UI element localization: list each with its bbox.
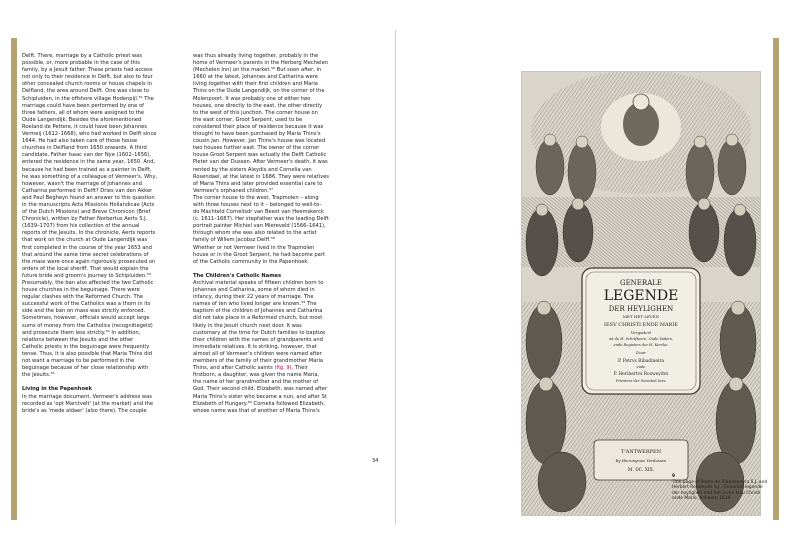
cartouche-line: Door bbox=[636, 350, 646, 355]
body-text: Archival material speaks of fifteen children born to Johannes and Catharina, some of whom died in infancy, during their 22 years of marriage. The names of ten who lived longer are known.⁵⁹ The baptism of the children of Johannes and Catharina did not take place in a Reformed church, but most likely in the Jesuit church next door. It was customary at the time for Dutch families to baptize their children with the names of grandparents and immediate relatives. It is striking, however, that almost all of Vermeer's children were named after members of the family of their grandmother Maria Thins, and after Catholic saints bbox=[193, 280, 326, 372]
figure-reference-link[interactable]: (fig. 9) bbox=[274, 365, 292, 372]
body-text: . Their firstborn, a daughter, was given the name Maria, the name of her grandmother and the mother of God. Their second child, Elizabeth, was named after Maria Thins's sister who became a nun, and after St Elizabeth of Hungary.⁶⁰ Cornelia followed Elizabeth, whose name was that of another of Maria Thins's bbox=[193, 365, 328, 414]
left-page-edge-bar bbox=[11, 38, 17, 520]
page-number: 34 bbox=[372, 458, 379, 464]
cartouche-line: DER HEYLIGHEN bbox=[608, 305, 674, 313]
section-heading: Living in the Papenhoek bbox=[22, 386, 92, 393]
cartouche-line: ende bbox=[636, 365, 646, 369]
cartouche-line: Priesters der Societeit Iesv. bbox=[615, 379, 667, 383]
spacer bbox=[193, 266, 365, 273]
book-gutter bbox=[395, 30, 396, 525]
imprint-line: M. DC. XIX. bbox=[627, 468, 655, 473]
cartouche-line: GENERALE bbox=[619, 279, 663, 287]
cartouche-line: P. Heribertvs Rosweydvs bbox=[613, 372, 669, 377]
cartouche-line: MET HET LEVEN bbox=[622, 314, 660, 319]
cartouche-line: wt de H. Schriftuere, Oude Vaders, bbox=[608, 337, 674, 341]
figure-number: 9 bbox=[672, 474, 676, 479]
right-text-column bbox=[193, 53, 365, 415]
title-page-engraving bbox=[521, 71, 761, 516]
body-paragraph: Delft. There, marriage by a Catholic priest was possible, or, more probable in the case of this family, by a Jesuit father. These priests had access not only to their residence in Delft, but also to four other concealed church rooms or house chapels in Delfland, the area around Delft. One was close to Schipluiden, in the offshore village Hodenpijl.⁵² The marriage could have been performed by one of three fathers, all of whom were assigned to the Oude Langendijk. Besides the aforementioned Roeland de Pettere, it could have been Johannes Vermeij (1612–1668), who had worked in Delft since 1644. He had also taken care of those house churches in Delfland from 1650 onwards. A third candidate, Father Isaac van der Nye (1602–1656), entered the residence in the same year, 1650. And, because he had been trained as a painter in Delft, he was something of a colleague of Vermeer's. Why, however, wasn't the marriage of Johannes and Catharina performed in Delft? Dries van den Akker and Paul Begheyn found an answer to this question in the manuscripts Acta Missionis Hollandicae (Acts of the Dutch Missions) and Breve Chronicon (Brief Chronicle), written by Father Norbertus Aerts S.J. (1639–1707) from his collection of the annual reports of the Jesuits. In the chronicle, Aerts reports that work on the church at Oude Langendijk was first completed in the course of the year 1653 and that around the same time secret celebrations of the mass were once again rigorously prosecuted on orders of the local sheriff. That would explain the future bride and groom's journey to Schipluiden.⁵³ Presumably, the ban also affected the two Catholic house churches in the beguinage. There were regular clashes with the Reformed Church. The successful work of the Catholics was a thorn in its side and the ban on mass was strictly enforced. Sometimes, however, officials would accept large sums of money from the Catholics (recognitiegeld) and prosecute them less strictly.⁵⁴ In addition, relations between the Jesuits and the other Catholic priests in the beguinage were frequently tense. Thus, it is also possible that Maria Thins did not want a marriage to be performed in the beguinage because of her close relationship with the Jesuits.⁵⁵ bbox=[22, 53, 158, 379]
imprint-line: By Hieronymus Verdussen bbox=[615, 458, 667, 463]
imprint-line: T'ANTWERPEN bbox=[621, 449, 661, 455]
body-paragraph: In the marriage document, Vermeer's address was recorded as 'opt Marctvelt' (at the market) and the bride's as 'mede aldaer' (also there). The couple bbox=[22, 393, 154, 414]
cartouche-title: LEGENDE bbox=[603, 288, 679, 304]
left-text-column bbox=[22, 53, 184, 415]
section-heading: The Children's Catholic Names bbox=[193, 272, 282, 279]
spacer bbox=[22, 379, 184, 386]
cartouche-line: P. Petrvs Ribadineira bbox=[617, 359, 665, 364]
figure-caption bbox=[672, 474, 768, 502]
cartouche-line: ende Registers der H. Kercke. bbox=[613, 343, 669, 347]
right-page-edge-bar bbox=[773, 38, 779, 520]
cartouche-line: IESV CHRISTI ENDE MARIE bbox=[604, 322, 678, 328]
engraving-illustration bbox=[522, 72, 760, 515]
body-paragraph: was thus already living together, probably in the home of Vermeer's parents in the Herberg Mechelen (Mechelen Inn) on the market.⁵⁶ But soon after, in 1660 at the latest, Johannes and Catharina were living together with their first children and Maria Thins on the Oude Langendijk, on the corner of the Molenpoort. It was probably one of either two houses, one directly to the east, the other directly to the west of this junction. The corner house on the east corner, Groot Serpent, used to be considered their place of residence because it was thought to have been purchased by Maria Thins's cousin Jan. However, Jan Thins's house was located two houses further east. The owner of the corner house Groot Serpent was actually the Delft Catholic Pieter van der Dussen. After Vermeer's death, it was rented by the sisters Aleydis and Cornelia van Rosendael, at the latest in 1686. They were relatives of Maria Thins and later provided essential care to Vermeer's orphaned children.⁵⁷ The corner house to the west, Trapmolen – along with three houses next to it – belonged to well-to- do Machteld Cornelisdr van Beest van Heemskerck (c. 1611–1687). Her stepfather was the leading Delft portrait painter Michiel van Miereveld (1566–1641), through whom she was also related to the artist family of Willem Jacobsz Delff.⁵⁸ Whether or not Vermeer lived in the Trapmolen house or in the Groot Serpent, he had become part of the Catholic community in the Papenhoek. bbox=[193, 53, 329, 265]
cartouche-line: Vergadert bbox=[630, 330, 652, 335]
body-paragraph bbox=[193, 280, 365, 415]
caption-text: Title page of Pedro de Ribadeneyra S.J. and Herbert Rosweyde S.J., Generale legende der heylighen met het leven Iesu Christi ende Marie, Antwerp 1619 bbox=[672, 479, 768, 502]
